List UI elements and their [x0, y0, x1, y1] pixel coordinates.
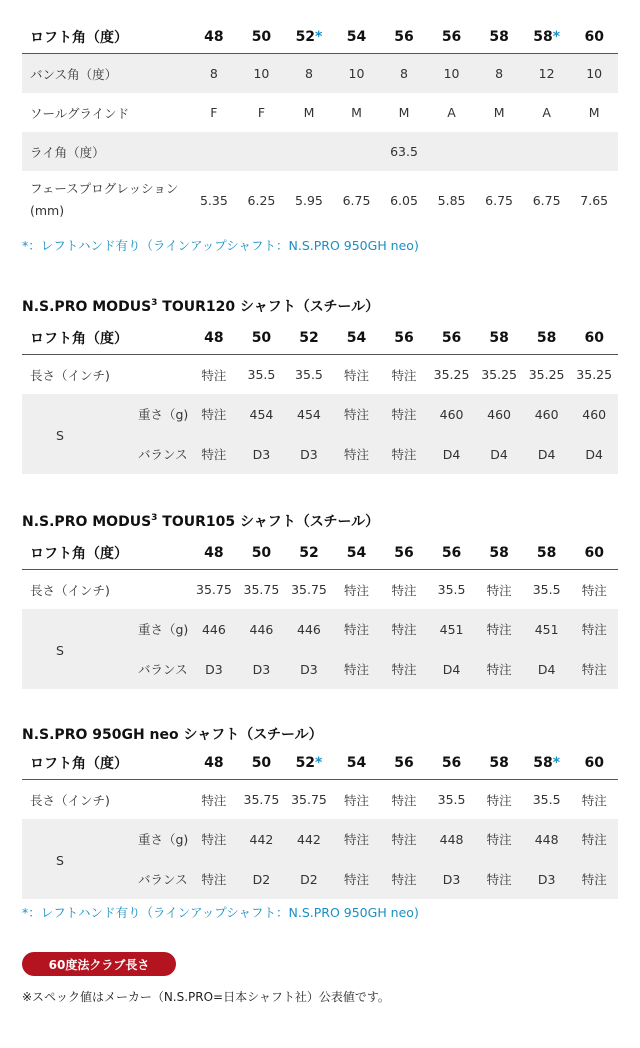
club-spec-table	[22, 20, 618, 229]
table-cell: 特注	[391, 367, 417, 383]
row-label: 長さ（インチ)	[30, 367, 110, 383]
loft-header-row	[22, 20, 618, 54]
table-cell: 特注	[391, 582, 417, 598]
table-cell	[238, 132, 286, 171]
weight-label: 重さ（g)	[138, 407, 189, 422]
loft-cell: 58*	[523, 20, 571, 54]
loft-cell: 52	[285, 321, 333, 355]
table-cell: 特注	[190, 819, 238, 859]
loft-cell: 56	[428, 321, 476, 355]
table-cell: D4	[428, 434, 476, 474]
table-cell: 特注	[190, 859, 238, 899]
table-cell: D4	[570, 434, 618, 474]
table-cell: 特注	[333, 819, 381, 859]
table-cell: 特注	[380, 394, 428, 434]
table-cell: 451	[523, 609, 571, 649]
table-cell: 35.75	[291, 792, 327, 807]
table-cell: 7.65	[580, 192, 609, 208]
table-cell: D3	[238, 649, 286, 689]
table-cell: 特注	[570, 649, 618, 689]
table-cell: 35.25	[433, 367, 470, 382]
table-cell: D2	[285, 859, 333, 899]
loft-cell: 56	[428, 536, 476, 570]
table-cell: 特注	[486, 582, 512, 598]
table-cell: 6.75	[485, 192, 514, 208]
table-cell	[570, 132, 618, 171]
lie-angle-row	[22, 132, 618, 171]
table-cell: 特注	[486, 792, 512, 808]
table-cell: 特注	[570, 859, 618, 899]
club-length-badge[interactable]: 60度法クラブ長さ	[22, 952, 176, 976]
table-cell: 6.75	[342, 192, 371, 208]
table-cell	[333, 132, 381, 171]
table-cell: 特注	[201, 792, 227, 808]
table-cell: 35.75	[196, 582, 232, 597]
balance-label: バランス	[22, 649, 190, 689]
flex-label: S	[56, 853, 64, 868]
table-cell: 10	[570, 54, 618, 94]
table-cell	[285, 132, 333, 171]
shaft-title: N.S.PRO 950GH neo シャフト（スチール）	[22, 727, 323, 743]
table-cell	[475, 132, 523, 171]
table-cell: 特注	[581, 582, 607, 598]
table-cell: 8	[190, 54, 238, 94]
table-cell: 442	[285, 819, 333, 859]
table-cell: 特注	[333, 859, 381, 899]
weight-label: 重さ（g)	[138, 832, 189, 847]
flex-weight-label	[22, 609, 190, 658]
row-label: ソールグラインド	[30, 105, 130, 121]
loft-cell: 54	[333, 746, 381, 780]
table-cell: M	[398, 105, 410, 120]
table-cell: 446	[238, 609, 286, 649]
table-cell: 35.25	[481, 367, 517, 382]
table-cell: 448	[428, 819, 476, 859]
table-cell: M	[493, 105, 505, 120]
weight-row	[22, 819, 618, 859]
loft-cell: 60	[570, 321, 618, 355]
table-cell: 35.25	[576, 367, 613, 382]
loft-header-row	[22, 321, 618, 355]
spec-footnote: ※スペック値はメーカー（N.S.PRO=日本シャフト社）公表値です。	[22, 990, 390, 1004]
length-row	[22, 570, 618, 610]
balance-label: バランス	[22, 434, 190, 474]
table-cell: 63.5	[380, 132, 428, 171]
loft-cell: 58	[475, 20, 523, 54]
table-cell: 特注	[343, 582, 369, 598]
table-cell: 460	[428, 394, 476, 434]
table-cell: 35.25	[528, 367, 565, 382]
table-cell: 8	[380, 54, 428, 94]
table-cell: 特注	[391, 792, 417, 808]
table-cell: 35.5	[437, 792, 466, 807]
row-label: ライ角（度）	[22, 132, 190, 171]
loft-cell: 56	[380, 321, 428, 355]
row-label: 長さ（インチ)	[30, 582, 110, 598]
table-cell: 特注	[380, 859, 428, 899]
table-cell: 6.75	[532, 192, 561, 208]
flex-label: S	[56, 428, 64, 443]
table-cell: 451	[428, 609, 476, 649]
table-cell: 特注	[380, 819, 428, 859]
lefthand-note: *：レフトハンド有り（ラインアップシャフト：N.S.PRO 950GH neo)	[22, 905, 419, 920]
table-cell: 8	[285, 54, 333, 94]
table-cell: 10	[238, 54, 286, 94]
weight-row	[22, 394, 618, 434]
table-cell: D3	[285, 649, 333, 689]
shaft-title: N.S.PRO MODUS$^3$ TOUR120 シャフト（スチール）	[22, 298, 380, 315]
loft-cell: 52*	[285, 20, 333, 54]
table-cell: D3	[238, 434, 286, 474]
table-cell: 5.35	[199, 192, 228, 208]
row-label: バンス角（度）	[22, 54, 190, 94]
loft-cell: 52	[285, 536, 333, 570]
table-cell: 12	[523, 54, 571, 94]
loft-cell: 48	[190, 536, 238, 570]
loft-cell: 58	[475, 536, 523, 570]
loft-cell: 54	[333, 20, 381, 54]
loft-cell: 50	[238, 536, 286, 570]
loft-cell: 58	[523, 321, 571, 355]
table-cell: M	[351, 105, 362, 120]
table-cell: 特注	[570, 609, 618, 649]
table-cell: 35.75	[243, 582, 280, 597]
loft-header-label: ロフト角（度）	[22, 536, 190, 570]
table-cell: 460	[475, 394, 523, 434]
table-cell: 454	[285, 394, 333, 434]
table-cell: 446	[190, 609, 238, 649]
loft-cell: 48	[190, 746, 238, 780]
loft-cell: 54	[333, 536, 381, 570]
balance-label: バランス	[22, 859, 190, 899]
table-cell: D3	[428, 859, 476, 899]
table-cell: 特注	[190, 394, 238, 434]
table-cell: 35.5	[437, 582, 466, 597]
loft-cell: 52*	[285, 746, 333, 780]
table-cell: D3	[190, 649, 238, 689]
length-row	[22, 355, 618, 395]
table-cell: D4	[475, 434, 523, 474]
table-cell: 特注	[343, 367, 369, 383]
weight-row	[22, 609, 618, 649]
loft-header-row	[22, 746, 618, 780]
table-cell: 8	[475, 54, 523, 94]
table-cell: 448	[523, 819, 571, 859]
row-label: フェースプログレッション (mm)	[30, 181, 179, 218]
table-cell: 460	[523, 394, 571, 434]
loft-cell: 56	[380, 20, 428, 54]
flex-weight-label	[22, 394, 190, 443]
lefthand-note: *：レフトハンド有り（ラインアップシャフト：N.S.PRO 950GH neo)	[22, 238, 419, 253]
table-cell: 特注	[333, 434, 381, 474]
bounce-row	[22, 54, 618, 94]
table-cell: A	[447, 105, 456, 120]
table-cell: 特注	[201, 367, 227, 383]
table-cell: F	[257, 105, 266, 120]
loft-header-label: ロフト角（度）	[22, 746, 190, 780]
table-cell: D3	[285, 434, 333, 474]
table-cell: F	[210, 105, 218, 120]
table-cell: 特注	[475, 859, 523, 899]
table-cell: 10	[428, 54, 476, 94]
table-cell: 特注	[380, 434, 428, 474]
table-cell: M	[588, 105, 600, 120]
table-cell: 6.25	[247, 192, 276, 208]
table-cell: 442	[238, 819, 286, 859]
table-cell: 特注	[380, 609, 428, 649]
loft-cell: 60	[570, 746, 618, 780]
table-cell: 10	[333, 54, 381, 94]
table-cell	[190, 132, 238, 171]
loft-cell: 48	[190, 321, 238, 355]
table-cell: M	[303, 105, 315, 120]
table-cell: 35.75	[291, 582, 327, 597]
length-row	[22, 780, 618, 820]
table-cell: 特注	[475, 649, 523, 689]
table-cell: 5.85	[437, 192, 466, 208]
loft-cell: 58*	[523, 746, 571, 780]
shaft-spec-table	[22, 536, 618, 689]
table-cell: 454	[238, 394, 286, 434]
loft-cell: 56	[428, 746, 476, 780]
table-cell: 特注	[190, 434, 238, 474]
table-cell: 35.5	[295, 367, 323, 382]
table-cell: 特注	[475, 609, 523, 649]
table-cell: D3	[523, 859, 571, 899]
table-cell: 特注	[333, 649, 381, 689]
table-cell: D4	[428, 649, 476, 689]
table-cell: 35.5	[247, 367, 276, 382]
loft-cell: 50	[238, 321, 286, 355]
table-cell: 特注	[581, 792, 607, 808]
loft-cell: 60	[570, 20, 618, 54]
table-cell	[523, 132, 571, 171]
table-cell: 特注	[333, 609, 381, 649]
shaft-title: N.S.PRO MODUS$^3$ TOUR105 シャフト（スチール）	[22, 513, 380, 530]
table-cell: 特注	[380, 649, 428, 689]
table-cell: D4	[523, 434, 571, 474]
sole-grind-row	[22, 93, 618, 132]
loft-cell: 56	[380, 746, 428, 780]
shaft-spec-table	[22, 321, 618, 474]
loft-cell: 58	[523, 536, 571, 570]
table-cell: 5.95	[295, 192, 323, 208]
loft-cell: 54	[333, 321, 381, 355]
loft-cell: 58	[475, 321, 523, 355]
loft-header-label: ロフト角（度）	[22, 321, 190, 355]
row-label: 長さ（インチ)	[30, 792, 110, 808]
weight-label: 重さ（g)	[138, 622, 189, 637]
table-cell: 446	[285, 609, 333, 649]
table-cell: 特注	[343, 792, 369, 808]
table-cell: 特注	[333, 394, 381, 434]
table-cell: D2	[238, 859, 286, 899]
face-progression-row	[22, 171, 618, 229]
table-cell: 特注	[570, 819, 618, 859]
loft-cell: 56	[428, 20, 476, 54]
flex-weight-label	[22, 819, 190, 868]
shaft-spec-table	[22, 746, 618, 899]
loft-cell: 58	[475, 746, 523, 780]
table-cell: 特注	[475, 819, 523, 859]
table-cell: 35.5	[532, 792, 561, 807]
table-cell: 35.5	[532, 582, 561, 597]
loft-header-label: ロフト角（度）	[22, 20, 190, 54]
loft-cell: 48	[190, 20, 238, 54]
loft-cell: 60	[570, 536, 618, 570]
table-cell: D4	[523, 649, 571, 689]
table-cell	[428, 132, 476, 171]
flex-label: S	[56, 643, 64, 658]
table-cell: 6.05	[390, 192, 418, 208]
loft-header-row	[22, 536, 618, 570]
table-cell: 460	[570, 394, 618, 434]
loft-cell: 50	[238, 20, 286, 54]
table-cell: 35.75	[243, 792, 280, 807]
loft-cell: 56	[380, 536, 428, 570]
loft-cell: 50	[238, 746, 286, 780]
table-cell: A	[542, 105, 551, 120]
